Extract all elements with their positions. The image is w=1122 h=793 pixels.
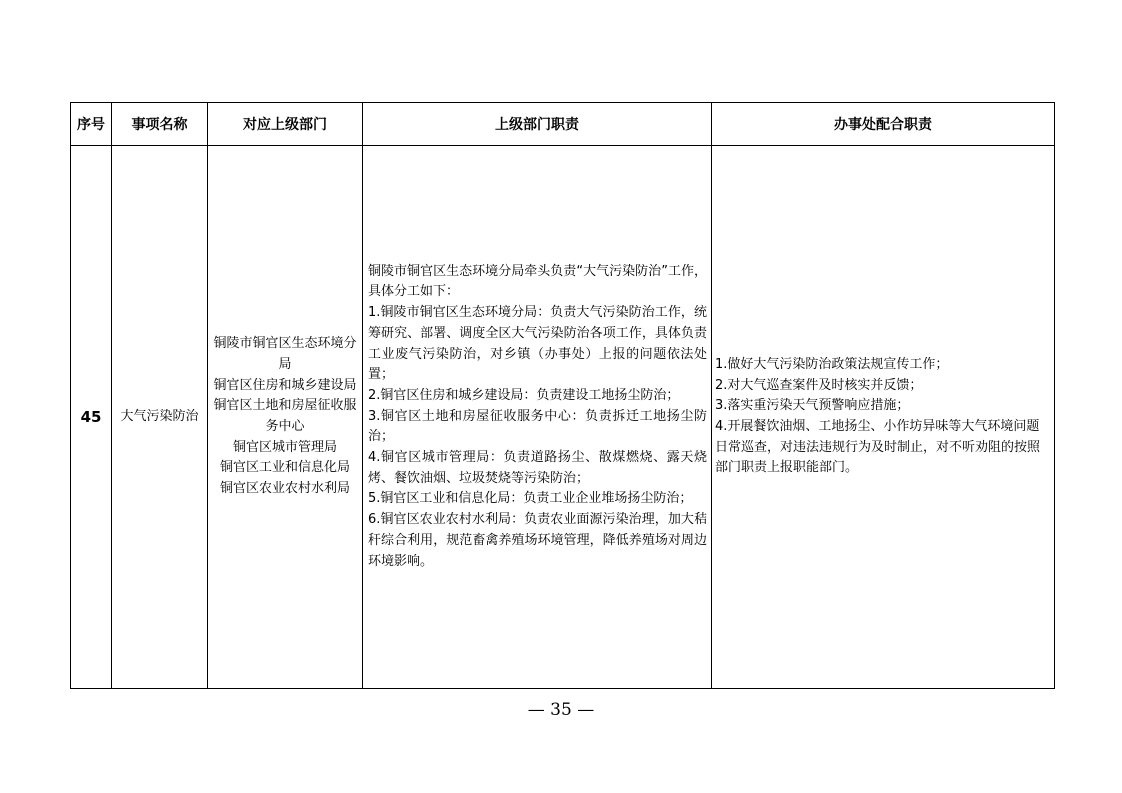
header-name: 事项名称 [112, 103, 208, 146]
dept-item: 铜官区城市管理局 [232, 439, 337, 455]
coop-item: 4.开展餐饮油烟、工地扬尘、小作坊异味等大气环境问题日常巡查，对违法违规行为及时制止，对不听劝阻的按照部门职责上报职能部门。 [715, 419, 1041, 476]
header-dept: 对应上级部门 [208, 103, 363, 146]
header-duty: 上级部门职责 [363, 103, 712, 146]
duty-item: 3.铜官区土地和房屋征收服务中心：负责拆迁工地扬尘防治； [368, 408, 707, 445]
duty-item: 铜陵市铜官区生态环境分局牵头负责“大气污染防治”工作，具体分工如下： [368, 263, 707, 300]
dept-item: 铜官区工业和信息化局 [219, 460, 350, 476]
row-duties [363, 146, 712, 689]
row-seq: 45 [71, 146, 112, 689]
row-cooperation [712, 146, 1055, 689]
dept-item: 铜陵市铜官区生态环境分局 [213, 336, 357, 372]
duty-item: 2.铜官区住房和城乡建设局：负责建设工地扬尘防治； [368, 387, 680, 403]
row-departments [208, 146, 363, 689]
duty-item: 4.铜官区城市管理局：负责道路扬尘、散煤燃烧、露天烧烤、餐饮油烟、垃圾焚烧等污染防治； [368, 450, 707, 486]
dept-item: 铜官区住房和城乡建设局 [213, 377, 357, 393]
row-name: 大气污染防治 [112, 146, 208, 689]
coop-item: 3.落实重污染天气预警响应措施； [715, 398, 910, 414]
dept-item: 铜官区农业农村水利局 [219, 481, 350, 497]
duty-item: 6.铜官区农业农村水利局：负责农业面源污染治理，加大秸秆综合利用，规范畜禽养殖场环境管理，降低养殖场对周边环境影响。 [368, 512, 707, 569]
page-number: — 35 — [527, 700, 595, 720]
responsibility-table [70, 102, 1055, 689]
duty-item: 5.铜官区工业和信息化局：负责工业企业堆场扬尘防治； [368, 491, 693, 507]
header-seq: 序号 [71, 103, 112, 146]
dept-item: 铜官区土地和房屋征收服务中心 [213, 398, 357, 434]
duty-item: 1.铜陵市铜官区生态环境分局：负责大气污染防治工作，统筹研究、部署、调度全区大气污染防治各项工作，具体负责工业废气污染防治，对乡镇（办事处）上报的问题依法处置； [368, 305, 707, 383]
header-coop: 办事处配合职责 [712, 103, 1055, 146]
coop-item: 2.对大气巡查案件及时核实并反馈； [715, 377, 923, 393]
table-header-row [71, 103, 1055, 146]
table-row [71, 146, 1055, 689]
coop-item: 1.做好大气污染防治政策法规宣传工作； [715, 356, 949, 372]
